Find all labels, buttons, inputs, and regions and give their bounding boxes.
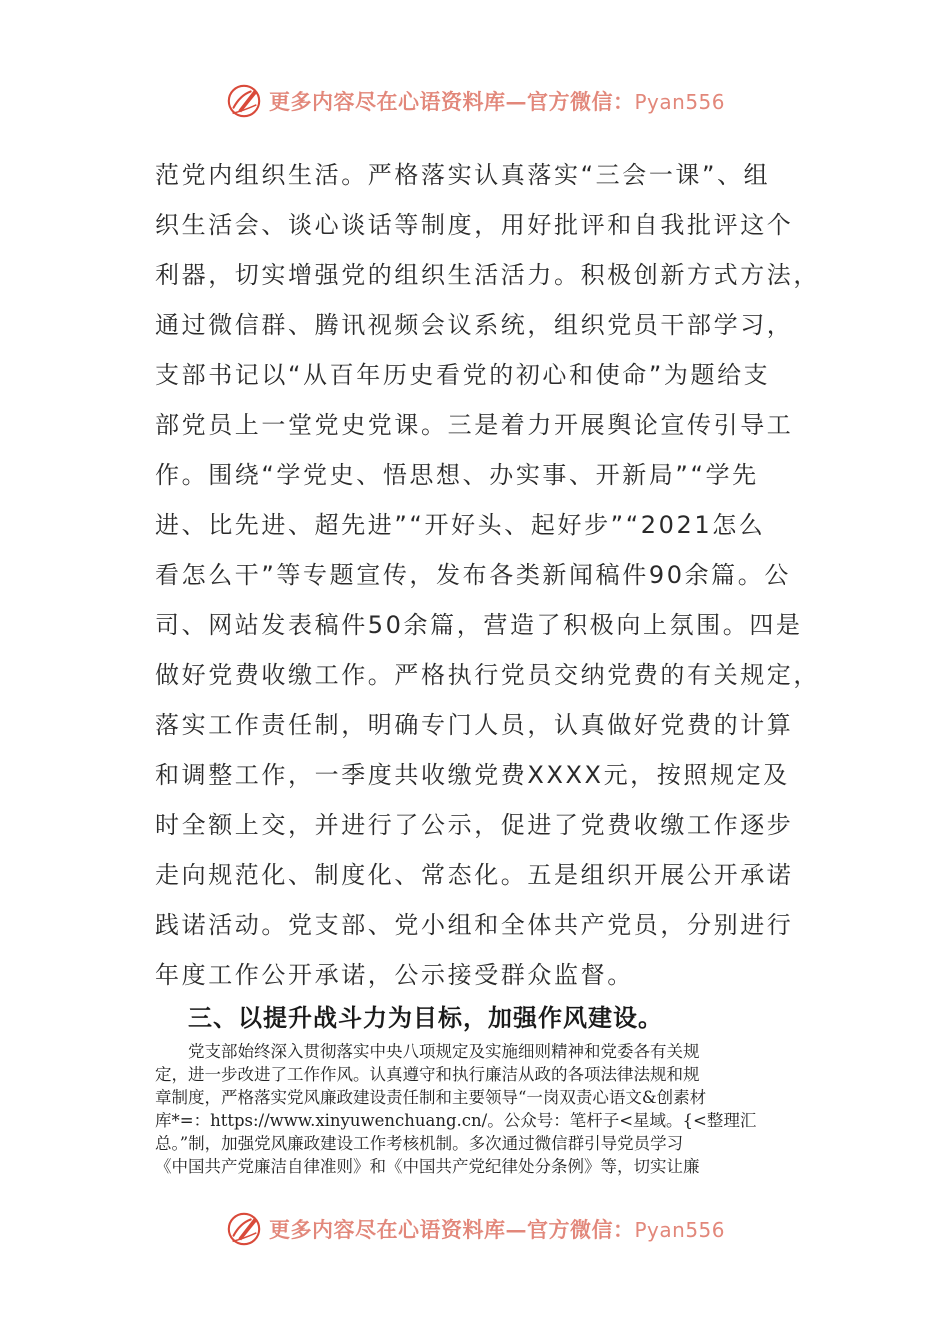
section-line: 总。”制，加强党风廉政建设工作考核机制。多次通过微信群引导党员学习: [155, 1134, 684, 1153]
footer-banner: [0, 1207, 950, 1251]
body-line: 践诺活动。党支部、党小组和全体共产党员，分别进行: [155, 911, 794, 939]
section-line: 章制度，严格落实党风廉政建设责任制和主要领导“一岗双责心语文&创素材: [155, 1088, 707, 1107]
body-line: 范党内组织生活。严格落实认真落实“三会一课”、组: [155, 161, 771, 189]
banner-title: 更多内容尽在心语资料库—官方微信：: [268, 89, 635, 114]
body-line: 看怎么干”等专题宣传，发布各类新闻稿件90余篇。公: [155, 561, 791, 589]
banner-wechat-handle: Pyan556: [634, 1218, 725, 1242]
body-line: 部党员上一堂党史党课。三是着力开展舆论宣传引导工: [155, 411, 794, 439]
body-line: 走向规范化、制度化、常态化。五是组织开展公开承诺: [155, 861, 794, 889]
header-banner: [0, 79, 950, 123]
section-paragraph: [155, 1040, 795, 1178]
body-line: 和调整工作，一季度共收缴党费XXXX元，按照规定及: [155, 761, 790, 789]
banner-text: [269, 1214, 725, 1244]
section-line: 库*=：https://www.xinyuwenchuang.cn/。公众号：笔杆子<星域。{<整理汇: [155, 1111, 757, 1130]
body-line: 落实工作责任制，明确专门人员，认真做好党费的计算: [155, 711, 794, 739]
body-line: 进、比先进、超先进”“开好头、起好步”“2021怎么: [155, 511, 766, 539]
body-paragraph: [155, 150, 820, 1000]
body-line: 通过微信群、腾讯视频会议系统，组织党员干部学习，: [155, 311, 794, 339]
banner-title: 更多内容尽在心语资料库—官方微信：: [268, 1217, 635, 1242]
body-line: 作。围绕“学党史、悟思想、办实事、开新局”“学先: [155, 461, 759, 489]
body-line: 做好党费收缴工作。严格执行党员交纳党费的有关规定，: [155, 661, 820, 689]
pen-logo-icon: [225, 1210, 263, 1248]
body-line: 司、网站发表稿件50余篇，营造了积极向上氛围。四是: [155, 611, 803, 639]
body-line: 时全额上交，并进行了公示，促进了党费收缴工作逐步: [155, 811, 794, 839]
section-line: 《中国共产党廉洁自律准则》和《中国共产党纪律处分条例》等，切实让廉: [155, 1157, 700, 1176]
body-line: 年度工作公开承诺，公示接受群众监督。: [155, 961, 634, 989]
body-line: 支部书记以“从百年历史看党的初心和使命”为题给支: [155, 361, 771, 389]
section-heading: 三、以提升战斗力为目标，加强作风建设。: [188, 1003, 663, 1032]
section-line: 党支部始终深入贯彻落实中央八项规定及实施细则精神和党委各有关规: [155, 1042, 700, 1061]
body-line: 利器，切实增强党的组织生活活力。积极创新方式方法，: [155, 261, 820, 289]
section-line: 定，进一步改进了工作作风。认真遵守和执行廉洁从政的各项法律法规和规: [155, 1065, 700, 1084]
body-line: 织生活会、谈心谈话等制度，用好批评和自我批评这个: [155, 211, 794, 239]
banner-wechat-handle: Pyan556: [634, 90, 725, 114]
pen-logo-icon: [225, 82, 263, 120]
banner-text: [269, 86, 725, 116]
